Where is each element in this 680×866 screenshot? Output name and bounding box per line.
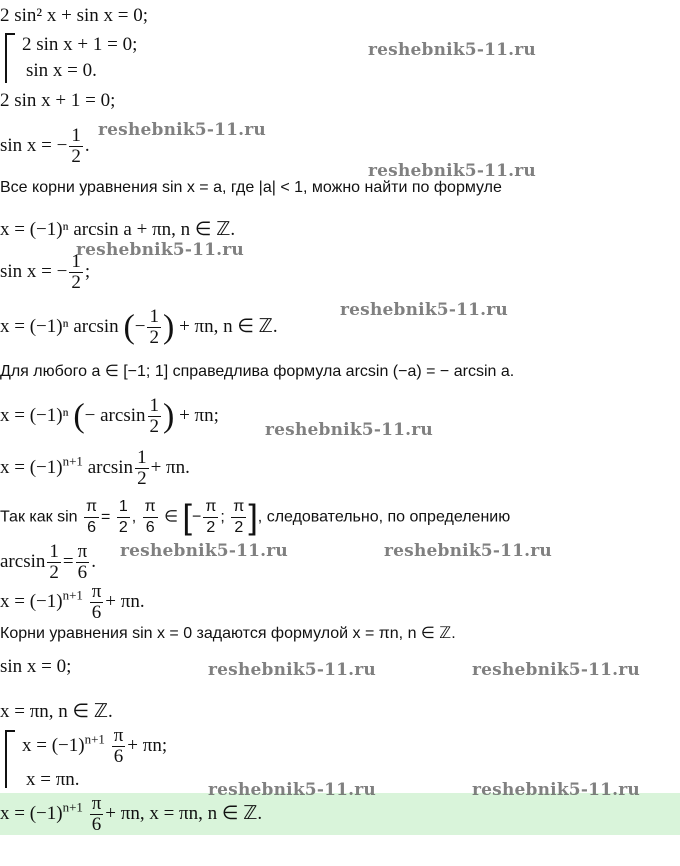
equation-line: x = (−1)ⁿ arcsin a + πn, n ∈ ℤ. <box>0 219 236 240</box>
equation-line: arcsin $\frac{1}{2}$ = $\frac{\pi}{6}$ . <box>0 541 96 583</box>
watermark: reshebnik5-11.ru <box>76 240 244 260</box>
watermark: reshebnik5-11.ru <box>208 660 376 680</box>
equation-line: sin x = − $\frac{1}{2}$ ; <box>0 251 91 293</box>
equation-line: x = πn. <box>26 769 80 790</box>
equation-line: x = (−1)ⁿ arcsin (− $\frac{1}{2}$ ) + πn, n ∈ ℤ. <box>0 306 278 348</box>
equation-line: sin x = 0; <box>0 656 72 677</box>
equation-line: sin x = − $\frac{1}{2}$ . <box>0 125 90 167</box>
watermark: reshebnik5-11.ru <box>472 780 640 800</box>
equation-line: $x = (-1)^{n+1}$ $\frac{\pi}{6}$ + πn. <box>0 581 145 623</box>
equation-line: 2 sin x + 1 = 0; <box>0 90 116 111</box>
watermark: reshebnik5-11.ru <box>368 40 536 60</box>
equation-line: $x = (-1)^{n+1}$ arcsin $\frac{1}{2}$ + πn. <box>0 447 190 489</box>
watermark: reshebnik5-11.ru <box>265 420 433 440</box>
equation-line: x = (−1)ⁿ (− arcsin $\frac{1}{2}$ ) + πn; <box>0 395 219 437</box>
text-line: Все корни уравнения sin x = a, где |a| < 1, можно найти по формуле <box>0 179 502 196</box>
watermark: reshebnik5-11.ru <box>120 541 288 561</box>
watermark: reshebnik5-11.ru <box>98 120 266 140</box>
watermark: reshebnik5-11.ru <box>340 300 508 320</box>
watermark: reshebnik5-11.ru <box>384 541 552 561</box>
watermark: reshebnik5-11.ru <box>208 780 376 800</box>
equation-line: x = πn, n ∈ ℤ. <box>0 701 113 722</box>
equation-line: sin x = 0. <box>26 60 97 81</box>
equation-line: 2 sin x + 1 = 0; <box>22 34 138 55</box>
equation-line: $x = (-1)^{n+1}$ $\frac{\pi}{6}$ + πn; <box>22 725 168 767</box>
system-bracket <box>5 33 15 83</box>
text-line: Для любого a ∈ [−1; 1] справедлива формула arcsin (−a) = − arcsin a. <box>0 363 515 380</box>
equation-line: 2 sin² x + sin x = 0; <box>0 5 149 26</box>
answer-line: $x = (-1)^{n+1}$ $\frac{\pi}{6}$ + πn, x = πn, n ∈ ℤ. <box>0 793 263 835</box>
system-bracket <box>5 730 15 788</box>
watermark: reshebnik5-11.ru <box>472 660 640 680</box>
text-line: Корни уравнения sin x = 0 задаются формулой x = πn, n ∈ ℤ. <box>0 625 456 642</box>
text-line: Так как sin $\frac{\pi}{6}$ = $\frac{1}{2}$ , $\frac{\pi}{6}$ ∈ [− $\frac{\pi}{2}$ ; $\frac{\pi}{2}$ ], следовательно, по определению <box>0 498 511 537</box>
watermark: reshebnik5-11.ru <box>368 161 536 181</box>
